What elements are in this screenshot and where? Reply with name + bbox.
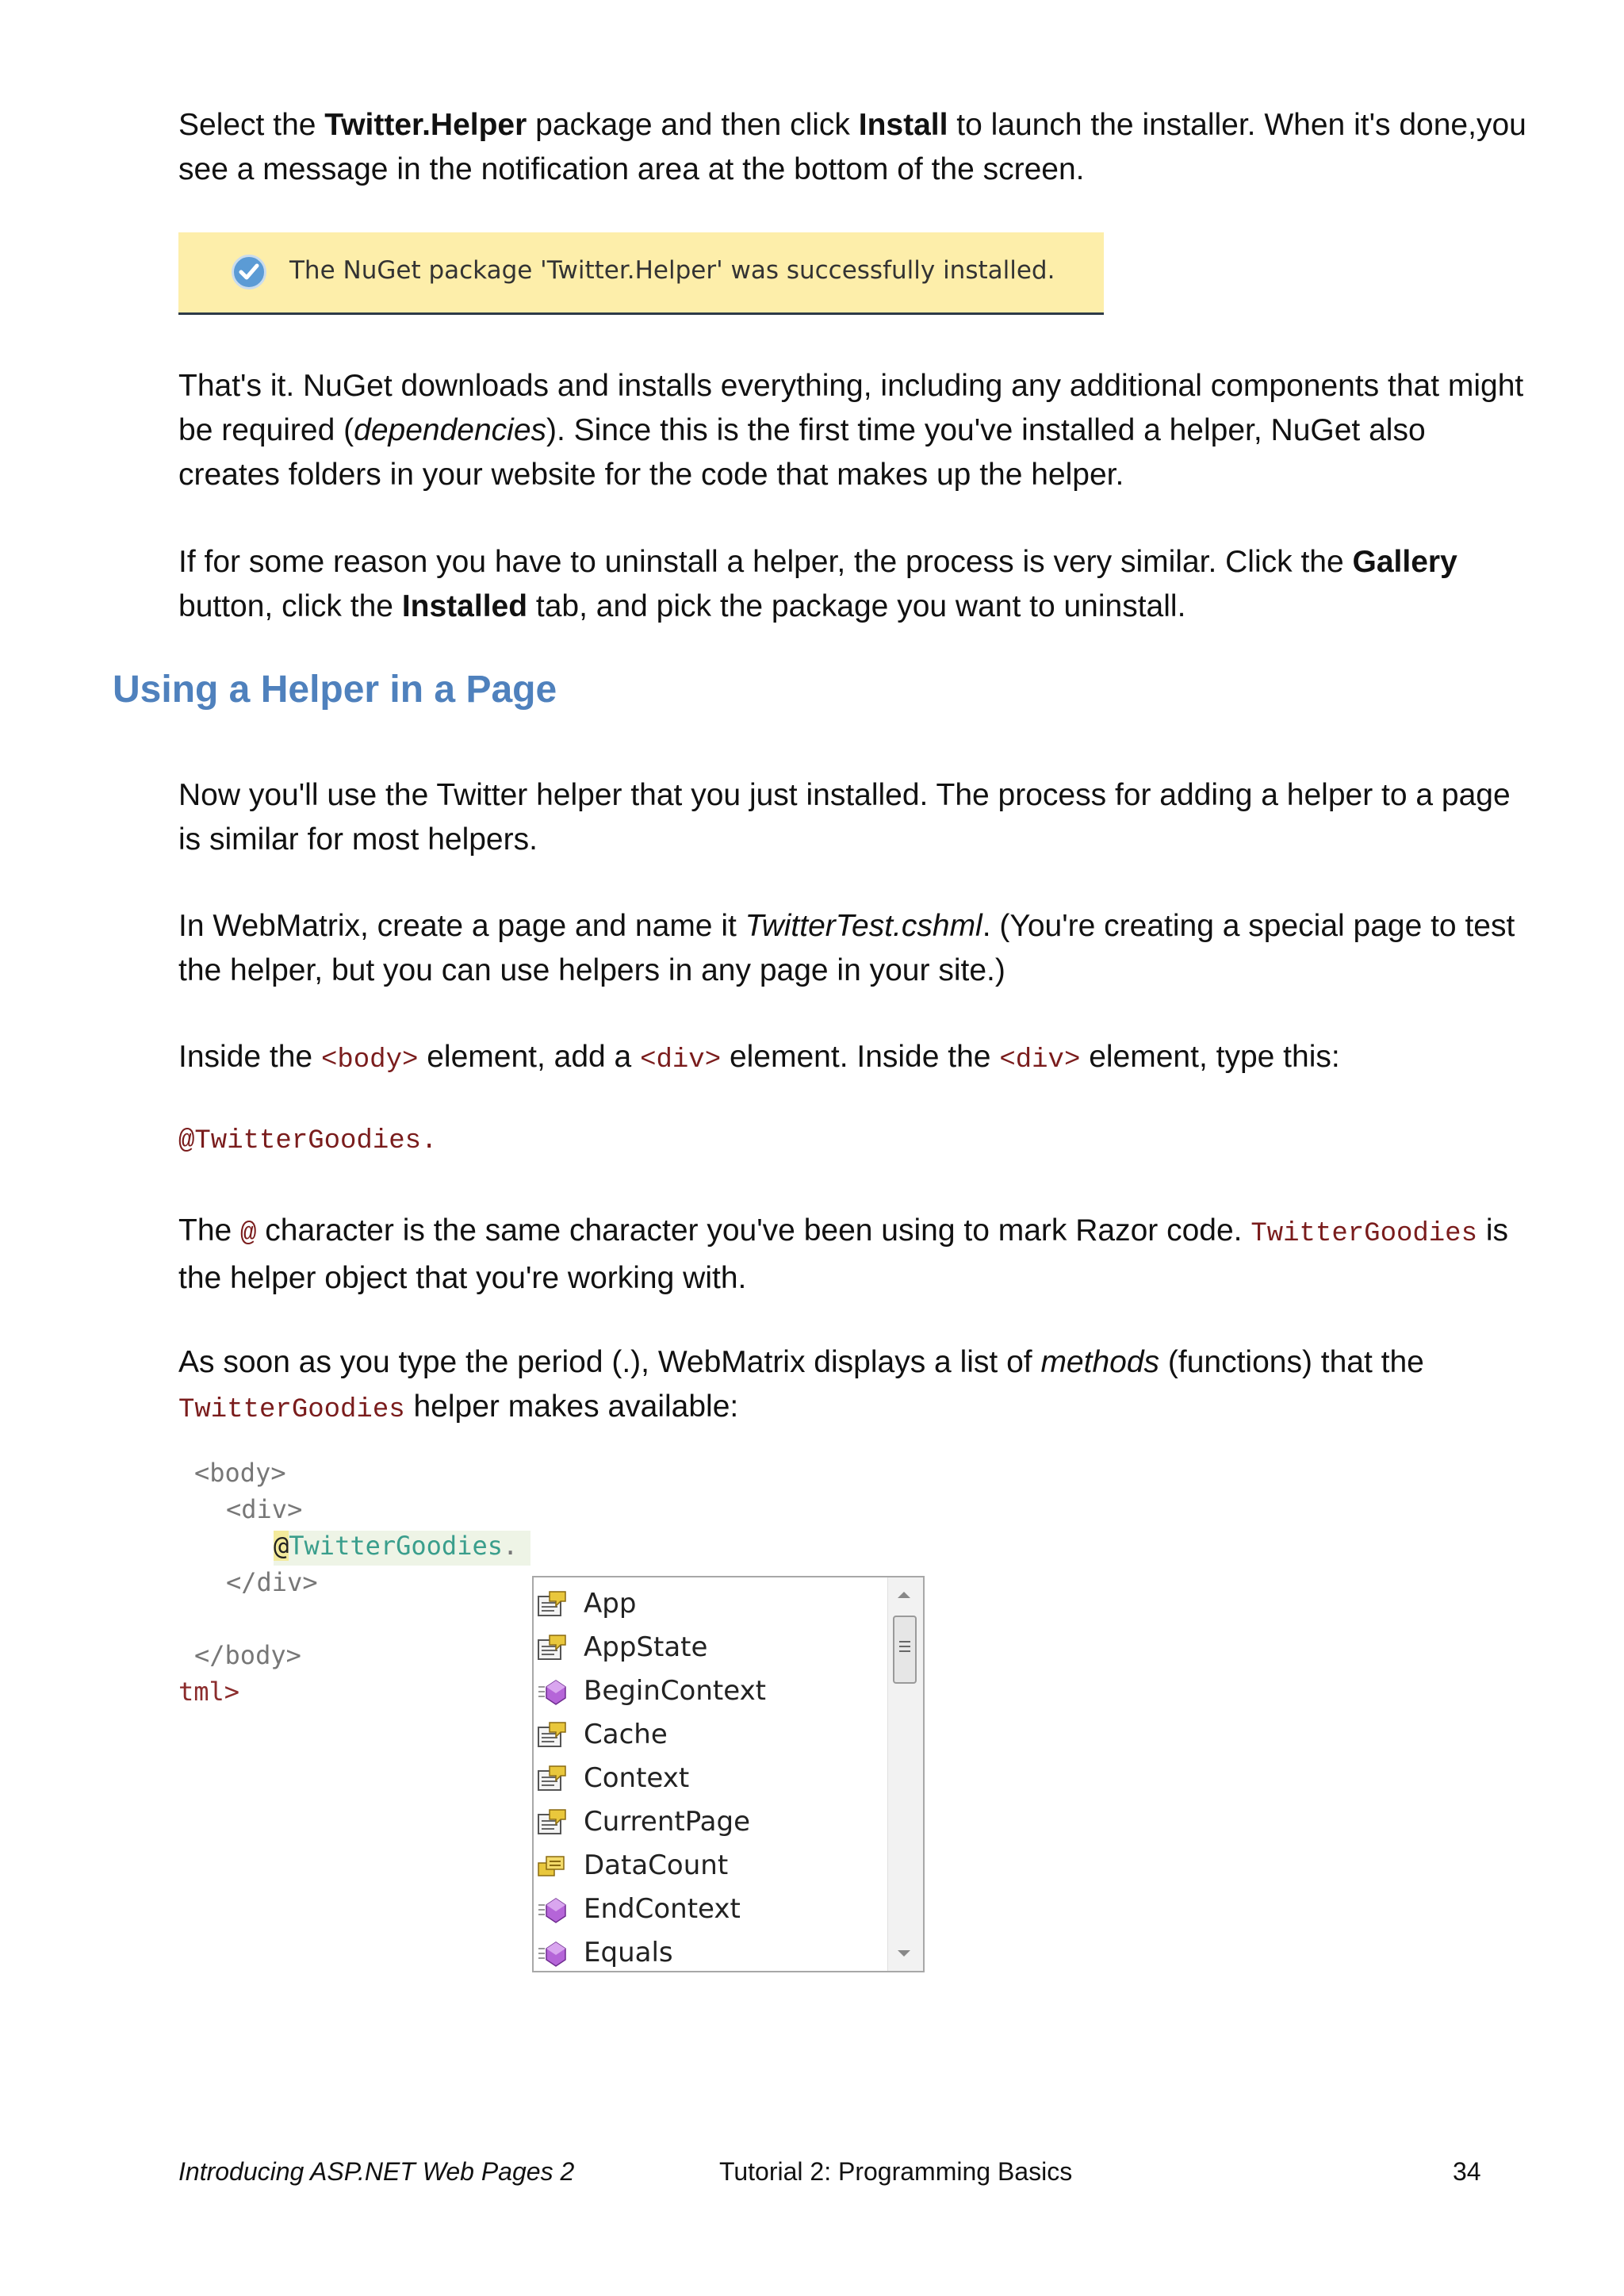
scroll-down-icon[interactable] <box>898 1950 910 1957</box>
intellisense-item-label: AppState <box>584 1631 708 1663</box>
editor-line-div-close: </div> <box>226 1567 318 1597</box>
install-term: Install <box>858 108 948 142</box>
intellisense-item[interactable] <box>534 1627 883 1671</box>
intellisense-item[interactable] <box>534 1758 883 1802</box>
method-icon <box>537 1677 569 1706</box>
paragraph-now: Now you'll use the Twitter helper that you just installed. The process for adding a helper to a page is similar for most helpers. <box>178 778 1511 857</box>
footer-page-number: 34 <box>1453 2157 1481 2186</box>
paragraph-dependencies: That's it. NuGet downloads and installs everything, including any additional components that might be required (dependencies). Since this is the first time you've installed a helper, NuGet also creates folders in your website for the code that makes up the helper. <box>178 369 1524 492</box>
intellisense-item-label: DataCount <box>584 1849 729 1881</box>
scroll-up-icon[interactable] <box>898 1592 910 1598</box>
intellisense-item-label: App <box>584 1588 637 1619</box>
intellisense-item-label: CurrentPage <box>584 1806 751 1838</box>
paragraph-at-character: The @ character is the same character you've been using to mark Razor code. TwitterGoodies is the helper object that you're working with. <box>178 1213 1508 1295</box>
intellisense-list[interactable] <box>532 1576 925 1972</box>
method-icon <box>537 1895 569 1924</box>
paragraph-uninstall: If for some reason you have to uninstall a helper, the process is very similar. Click the Gallery button, click the Installed tab, and pick the package you want to uninstall. <box>178 545 1457 623</box>
code-snippet: @TwitterGoodies. <box>178 1126 438 1156</box>
intellisense-item[interactable] <box>534 1584 883 1627</box>
footer-chapter: Tutorial 2: Programming Basics <box>719 2157 1073 2186</box>
editor-line-body-close: </body> <box>194 1640 301 1670</box>
scroll-thumb[interactable] <box>893 1616 917 1684</box>
property-icon <box>537 1765 569 1793</box>
intellisense-item[interactable] <box>534 1671 883 1715</box>
editor-line-html-close: tml> <box>178 1677 240 1707</box>
intellisense-item-label: BeginContext <box>584 1675 767 1707</box>
paragraph-methods: As soon as you type the period (.), WebMatrix displays a list of methods (functions) that the TwitterGoodies helper makes available: <box>178 1345 1424 1425</box>
intellisense-item-label: EndContext <box>584 1893 741 1925</box>
intellisense-item-label: Equals <box>584 1937 673 1968</box>
editor-line-helper: @TwitterGoodies. <box>274 1531 519 1561</box>
intellisense-scrollbar[interactable] <box>887 1577 923 1971</box>
intellisense-item[interactable] <box>534 1933 883 1976</box>
property-icon <box>537 1721 569 1750</box>
intellisense-item[interactable] <box>534 1889 883 1933</box>
editor-line-div-open: <div> <box>226 1494 303 1524</box>
intellisense-item-label: Context <box>584 1762 690 1794</box>
footer-book-title: Introducing ASP.NET Web Pages 2 <box>178 2157 575 2186</box>
notification-message: The NuGet package 'Twitter.Helper' was successfully installed. <box>289 256 1055 285</box>
intellisense-item[interactable] <box>534 1802 883 1846</box>
field-icon <box>537 1852 569 1880</box>
nuget-notification-bar <box>178 232 1104 315</box>
property-icon <box>537 1590 569 1619</box>
paragraph-install: Select the Twitter.Helper package and then click Install to launch the installer. When it's done,you see a message in the notification area at the bottom of the screen. <box>178 108 1526 186</box>
editor-line-body-open: <body> <box>194 1458 286 1488</box>
method-icon <box>537 1939 569 1968</box>
intellisense-item-label: Cache <box>584 1719 668 1750</box>
paragraph-inside-body: Inside the <body> element, add a <div> element. Inside the <div> element, type this: <box>178 1040 1340 1075</box>
section-heading: Using a Helper in a Page <box>113 669 557 711</box>
intellisense-item[interactable] <box>534 1715 883 1758</box>
property-icon <box>537 1634 569 1662</box>
property-icon <box>537 1808 569 1837</box>
paragraph-webmatrix: In WebMatrix, create a page and name it TwitterTest.cshml. (You're creating a special page to test the helper, but you can use helpers in any page in your site.) <box>178 909 1515 987</box>
check-circle-icon <box>232 255 266 289</box>
intellisense-item[interactable] <box>534 1846 883 1889</box>
package-name: Twitter.Helper <box>324 108 527 142</box>
